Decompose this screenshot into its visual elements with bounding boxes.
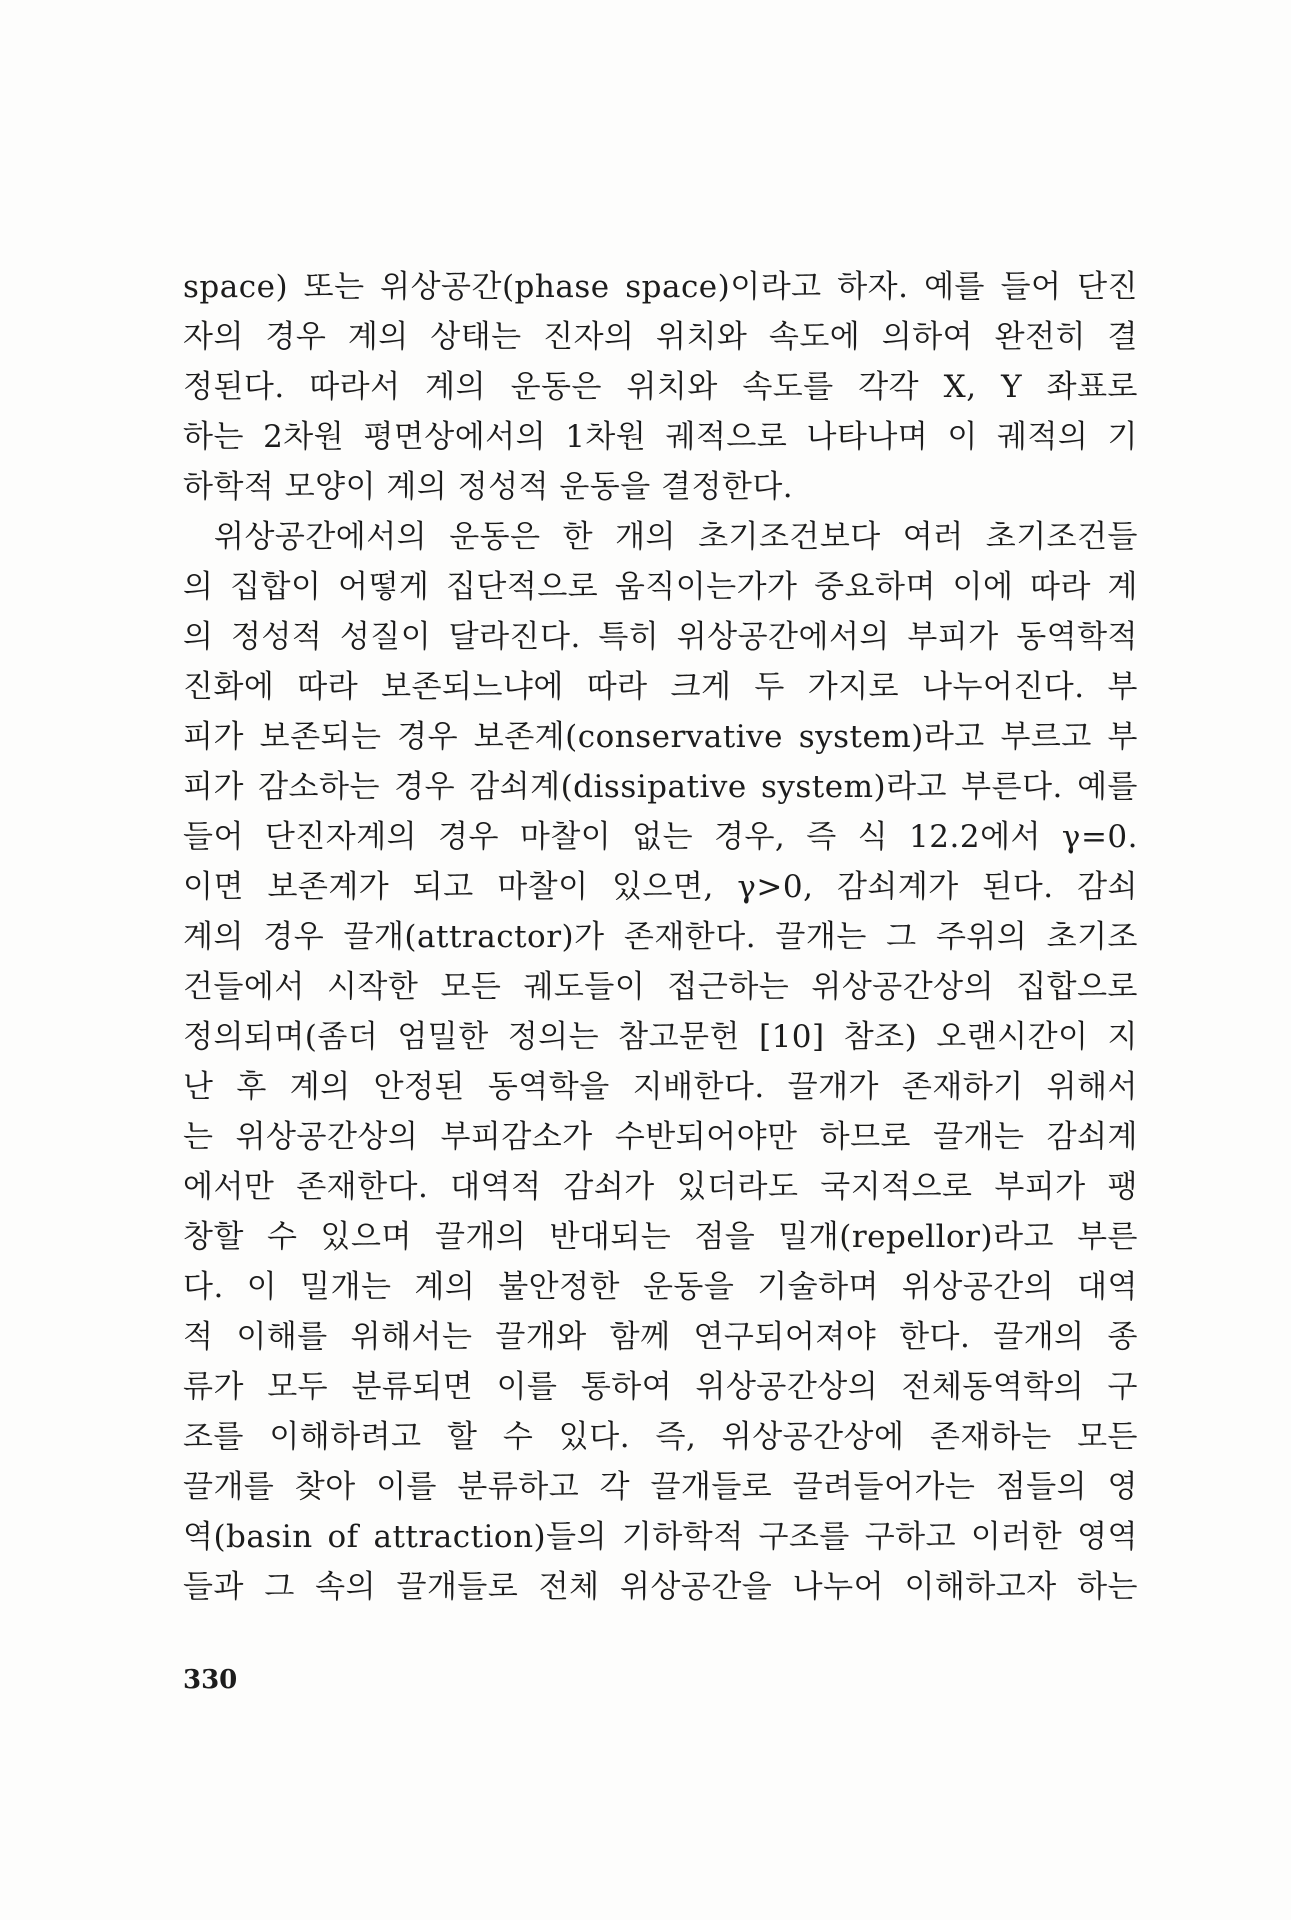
text-line: 위상공간에서의 운동은 한 개의 초기조건보다 여러 초기조건들: [214, 519, 1138, 555]
text-line: 류가 모두 분류되면 이를 통하여 위상공간상의 전체동역학의 구: [183, 1369, 1138, 1405]
text-line: 이면 보존계가 되고 마찰이 있으면, γ>0, 감쇠계가 된다. 감쇠: [183, 869, 1138, 905]
text-line: 적 이해를 위해서는 끌개와 함께 연구되어져야 한다. 끌개의 종: [183, 1319, 1138, 1355]
text-line: 정의되며(좀더 엄밀한 정의는 참고문헌 [10] 참조) 오랜시간이 지: [183, 1019, 1138, 1055]
text-line: 피가 보존되는 경우 보존계(conservative system)라고 부르고 부: [183, 719, 1138, 755]
text-line: 진화에 따라 보존되느냐에 따라 크게 두 가지로 나누어진다. 부: [183, 669, 1138, 705]
text-line: 들과 그 속의 끌개들로 전체 위상공간을 나누어 이해하고자 하는: [183, 1569, 1138, 1605]
text-line: space) 또는 위상공간(phase space)이라고 하자. 예를 들어 단진: [183, 269, 1138, 305]
text-line: 하는 2차원 평면상에서의 1차원 궤적으로 나타나며 이 궤적의 기: [183, 419, 1138, 455]
text-line: 끌개를 찾아 이를 분류하고 각 끌개들로 끌려들어가는 점들의 영: [183, 1469, 1138, 1505]
text-line: 다. 이 밀개는 계의 불안정한 운동을 기술하며 위상공간의 대역: [183, 1269, 1138, 1305]
text-line: 창할 수 있으며 끌개의 반대되는 점을 밀개(repellor)라고 부른: [183, 1219, 1138, 1255]
body-text: [183, 262, 1138, 1612]
text-line: 하학적 모양이 계의 정성적 운동을 결정한다.: [183, 469, 794, 505]
text-line: 피가 감소하는 경우 감쇠계(dissipative system)라고 부른다. 예를: [183, 769, 1138, 805]
text-line: 계의 경우 끌개(attractor)가 존재한다. 끌개는 그 주위의 초기조: [183, 919, 1138, 955]
text-line: 역(basin of attraction)들의 기하학적 구조를 구하고 이러한 영역: [183, 1519, 1138, 1555]
text-line: 에서만 존재한다. 대역적 감쇠가 있더라도 국지적으로 부피가 팽: [183, 1169, 1138, 1205]
paragraph-2: [183, 512, 1138, 1612]
text-line: 조를 이해하려고 할 수 있다. 즉, 위상공간상에 존재하는 모든: [183, 1419, 1138, 1455]
page-number: 330: [183, 1665, 238, 1695]
paragraph-1: [183, 262, 1138, 512]
text-line: 는 위상공간상의 부피감소가 수반되어야만 하므로 끌개는 감쇠계: [183, 1119, 1138, 1155]
text-line: 의 정성적 성질이 달라진다. 특히 위상공간에서의 부피가 동역학적: [183, 619, 1138, 655]
text-line: 난 후 계의 안정된 동역학을 지배한다. 끌개가 존재하기 위해서: [183, 1069, 1138, 1105]
text-line: 자의 경우 계의 상태는 진자의 위치와 속도에 의하여 완전히 결: [183, 319, 1138, 355]
text-line: 정된다. 따라서 계의 운동은 위치와 속도를 각각 X, Y 좌표로: [183, 369, 1138, 405]
text-line: 건들에서 시작한 모든 궤도들이 접근하는 위상공간상의 집합으로: [183, 969, 1138, 1005]
text-line: 의 집합이 어떻게 집단적으로 움직이는가가 중요하며 이에 따라 계: [183, 569, 1138, 605]
text-line: 들어 단진자계의 경우 마찰이 없는 경우, 즉 식 12.2에서 γ=0.: [183, 819, 1138, 855]
